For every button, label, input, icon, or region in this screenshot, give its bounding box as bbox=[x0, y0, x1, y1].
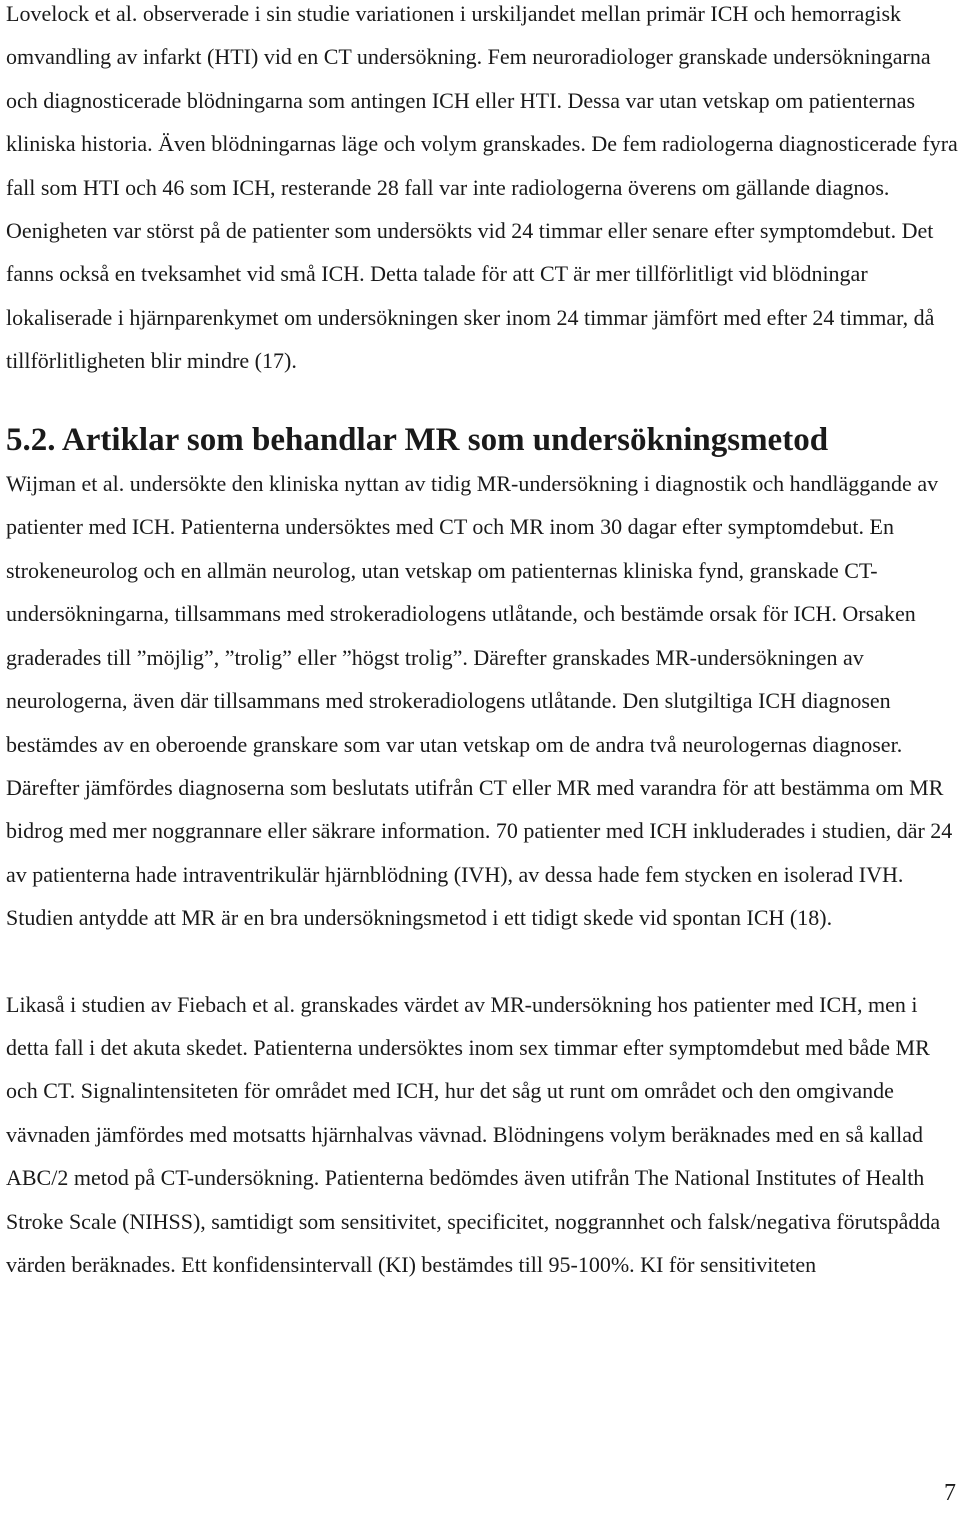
page-number: 7 bbox=[944, 1480, 956, 1506]
paragraph-lovelock: Lovelock et al. observerade i sin studie variationen i urskiljandet mellan primär ICH och hemorragisk omvandling av infarkt (HTI) vid en CT undersökning. Fem neuroradiologer granskade undersökningarna och diagnosticerade blödningarna som antingen ICH eller HTI. Dessa var utan vetskap om patienternas kliniska historia. Även blödningarnas läge och volym granskades. De fem radiologerna diagnosticerade fyra fall som HTI och 46 som ICH, resterande 28 fall var inte radiologerna överens om gällande diagnos. Oenigheten var störst på de patienter som undersökts vid 24 timmar eller senare efter symptomdebut. Det fanns också en tveksamhet vid små ICH. Detta talade för att CT är mer tillförlitligt vid blödningar lokaliserade i hjärnparenkymet om undersökningen sker inom 24 timmar jämfört med efter 24 timmar, då tillförlitligheten blir mindre (17). bbox=[6, 1, 958, 374]
paragraph-wijman: Wijman et al. undersökte den kliniska nyttan av tidig MR-undersökning i diagnostik och handläggande av patienter med ICH. Patienterna undersöktes med CT och MR inom 30 dagar efter symptomdebut. En strokeneurolog och en allmän neurolog, utan vetskap om patienternas kliniska fynd, granskade CT-undersökningarna, tillsammans med strokeradiologens utlåtande, och bestämde orsak för ICH. Orsaken graderades till ”möjlig”, ”trolig” eller ”högst trolig”. Därefter granskades MR-undersökningen av neurologerna, även där tillsammans med strokeradiologens utlåtande. Den slutgiltiga ICH diagnosen bestämdes av en oberoende granskare som var utan vetskap om de andra två neurologernas diagnoser. Därefter jämfördes diagnoserna som beslutats utifrån CT eller MR med varandra för att bestämma om MR bidrog med mer noggrannare eller säkrare information. 70 patienter med ICH inkluderades i studien, där 24 av patienterna hade intraventrikulär hjärnblödning (IVH), av dessa hade fem stycken en isolerad IVH. Studien antydde att MR är en bra undersökningsmetod i ett tidigt skede vid spontan ICH (18). bbox=[6, 471, 953, 931]
section-heading: 5.2. Artiklar som behandlar MR som undersökningsmetod bbox=[6, 421, 829, 458]
paragraph-fiebach: Likaså i studien av Fiebach et al. granskades värdet av MR-undersökning hos patienter med ICH, men i detta fall i det akuta skedet. Patienterna undersöktes inom sex timmar efter symptomdebut med både MR och CT. Signalintensiteten för området med ICH, hur det såg ut runt om området och den omgivande vävnaden jämfördes med motsatts hjärnhalvas vävnad. Blödningens volym beräknades med en så kallad ABC/2 metod på CT-undersökning. Patienterna bedömdes även utifrån The National Institutes of Health Stroke Scale (NIHSS), samtidigt som sensitivitet, specificitet, noggrannhet och falsk/negativa förutspådda värden beräknades. Ett konfidensintervall (KI) bestämdes till 95-100%. KI för sensitiviteten bbox=[6, 991, 941, 1277]
document-page bbox=[6, 0, 958, 1286]
